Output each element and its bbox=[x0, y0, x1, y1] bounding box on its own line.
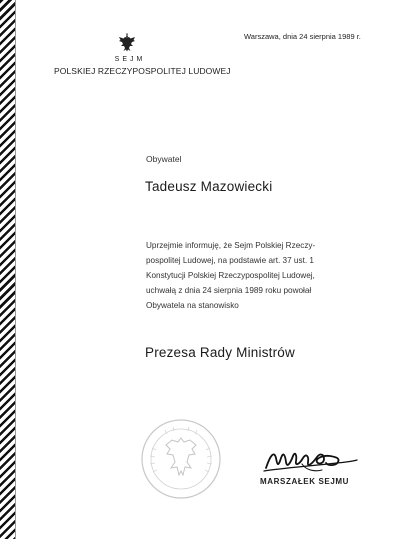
signatory-title: MARSZAŁEK SEJMU bbox=[260, 477, 350, 486]
official-seal bbox=[140, 418, 222, 500]
place-date: Warszawa, dnia 24 sierpnia 1989 r. bbox=[244, 32, 361, 41]
body-line: Konstytucji Polskiej Rzeczypospolitej Ludowej, bbox=[146, 271, 315, 280]
body-line: uchwałą z dnia 24 sierpnia 1989 roku powołał bbox=[146, 286, 312, 295]
institution-name: SEJM bbox=[114, 56, 146, 63]
body-line: pospolitej Ludowej, na podstawie art. 37 ust. 1 bbox=[146, 256, 314, 265]
salutation: Obywatel bbox=[146, 154, 182, 164]
appointed-office: Prezesa Rady Ministrów bbox=[145, 345, 295, 360]
binding-cord bbox=[0, 0, 16, 539]
handwritten-signature bbox=[262, 444, 360, 476]
letter-body bbox=[146, 238, 386, 313]
institution-subtitle: POLSKIEJ RZECZYPOSPOLITEJ LUDOWEJ bbox=[54, 66, 231, 76]
body-line: Obywatela na stanowisko bbox=[146, 301, 239, 310]
body-line: Uprzejmie informuję, że Sejm Polskiej Rzeczy- bbox=[146, 241, 316, 250]
binding-edge bbox=[15, 0, 16, 539]
recipient-name: Tadeusz Mazowiecki bbox=[145, 179, 273, 194]
eagle-emblem-icon bbox=[118, 33, 136, 53]
